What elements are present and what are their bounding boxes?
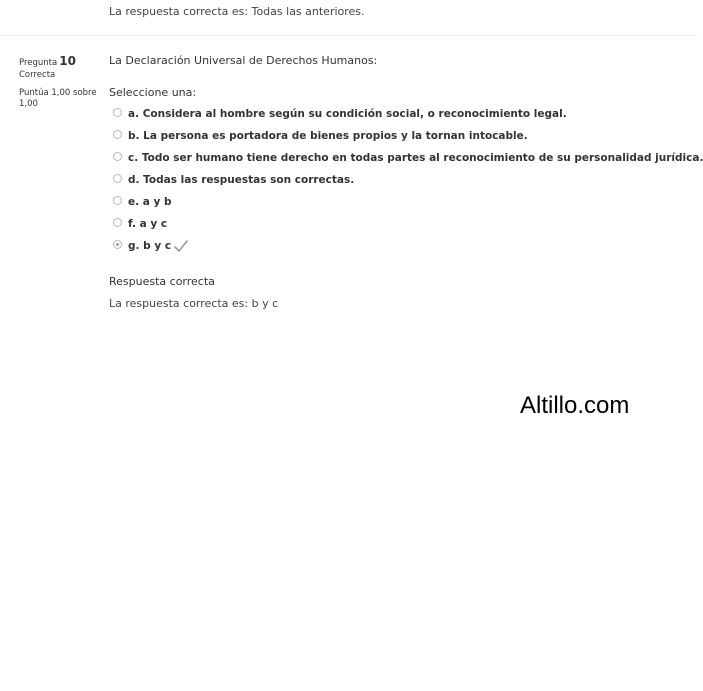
answer-option-g[interactable]	[113, 235, 633, 257]
answer-option-f[interactable]	[113, 213, 633, 235]
radio-button[interactable]	[113, 174, 122, 183]
question-label: Pregunta	[19, 58, 58, 68]
answer-option-label: e. a y b	[128, 196, 172, 208]
answer-option-label: f. a y c	[128, 218, 168, 230]
answer-option-d[interactable]	[113, 169, 633, 191]
checkmark-icon	[174, 240, 188, 252]
question-number	[19, 54, 104, 68]
radio-button[interactable]	[113, 218, 122, 227]
watermark: Altillo.com	[520, 392, 630, 419]
radio-button[interactable]	[113, 130, 122, 139]
radio-button[interactable]	[113, 152, 122, 161]
correct-answer-text: La respuesta correcta es: b y c	[109, 297, 279, 310]
radio-button-selected[interactable]	[113, 240, 122, 249]
feedback-text: Respuesta correcta	[109, 275, 215, 288]
question-info	[19, 54, 104, 110]
answer-option-a[interactable]	[113, 103, 633, 125]
answer-prompt: Seleccione una:	[109, 86, 197, 99]
question-text: La Declaración Universal de Derechos Humanos:	[109, 54, 378, 67]
previous-correct-answer: La respuesta correcta es: Todas las anteriores.	[109, 5, 365, 18]
question-grade: Puntúa 1,00 sobre 1,00	[19, 88, 97, 109]
question-number-value: 10	[59, 54, 76, 68]
radio-button[interactable]	[113, 196, 122, 205]
answer-option-label: b. La persona es portadora de bienes propios y la tornan intocable.	[128, 130, 528, 142]
question-state: Correcta	[19, 70, 56, 80]
answer-option-label: d. Todas las respuestas son correctas.	[128, 174, 355, 186]
answer-option-c[interactable]	[113, 147, 703, 169]
answer-options	[113, 103, 703, 257]
answer-option-label: a. Considera al hombre según su condición social, o reconocimiento legal.	[128, 108, 567, 120]
radio-button[interactable]	[113, 108, 122, 117]
answer-option-label: c. Todo ser humano tiene derecho en todas partes al reconocimiento de su personalidad jurídica.	[128, 152, 703, 164]
answer-option-e[interactable]	[113, 191, 633, 213]
question-divider	[0, 35, 700, 36]
answer-option-b[interactable]	[113, 125, 633, 147]
answer-option-label: g. b y c	[128, 240, 172, 252]
